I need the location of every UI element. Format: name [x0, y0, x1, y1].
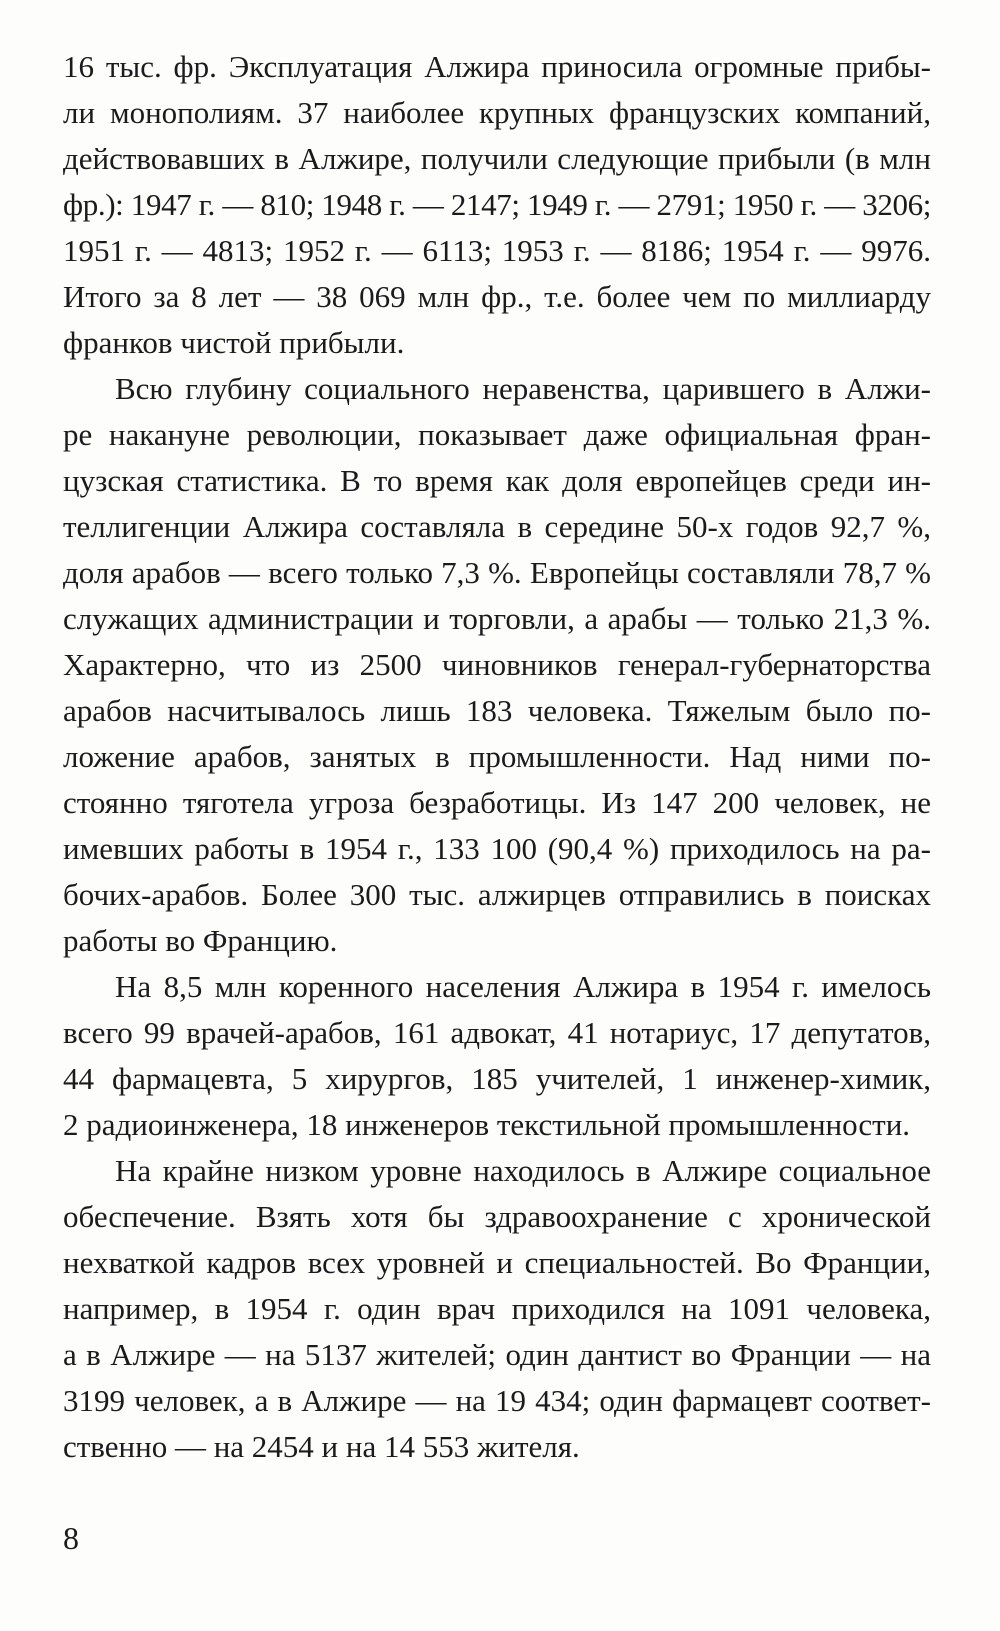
text-line: 3199 человек, а в Алжире — на 19 434; один фармацевт соответ- — [63, 1383, 931, 1418]
text-line: фр.): 1947 г. — 810; 1948 г. — 2147; 1949 г. — 2791; 1950 г. — 3206; — [63, 187, 931, 222]
text-line: ли монополиям. 37 наиболее крупных французских компаний, — [63, 95, 931, 130]
text-line: Всю глубину социального неравенства, царившего в Алжи- — [115, 371, 931, 406]
text-line: франков чистой прибыли. — [63, 325, 405, 360]
text-line: обеспечение. Взять хотя бы здравоохранение с хронической — [63, 1199, 931, 1234]
text-line: нехваткой кадров всех уровней и специальностей. Во Франции, — [63, 1245, 931, 1280]
text-line: служащих администрации и торговли, а арабы — только 21,3 %. — [63, 601, 931, 636]
text-line: На 8,5 млн коренного населения Алжира в 1954 г. имелось — [115, 969, 931, 1004]
text-line: Характерно, что из 2500 чиновников генерал-губернаторства — [63, 647, 931, 682]
text-line: 1951 г. — 4813; 1952 г. — 6113; 1953 г. — 8186; 1954 г. — 9976. — [63, 233, 931, 268]
text-line: Итого за 8 лет — 38 069 млн фр., т.е. более чем по миллиарду — [63, 279, 931, 314]
text-line: ре накануне революции, показывает даже официальная фран- — [63, 417, 931, 452]
text-line: ственно — на 2454 и на 14 553 жителя. — [63, 1429, 580, 1464]
text-line: работы во Францию. — [63, 923, 338, 958]
text-line: арабов насчитывалось лишь 183 человека. Тяжелым было по- — [63, 693, 931, 728]
text-line: 2 радиоинженера, 18 инженеров текстильной промышленности. — [63, 1107, 911, 1142]
text-line: 44 фармацевта, 5 хирургов, 185 учителей, 1 инженер-химик, — [63, 1061, 931, 1096]
text-line: действовавших в Алжире, получили следующие прибыли (в млн — [63, 141, 931, 176]
text-line: а в Алжире — на 5137 жителей; один дантист во Франции — на — [63, 1337, 931, 1372]
text-line: цузская статистика. В то время как доля европейцев среди ин- — [63, 463, 931, 498]
text-line: бочих-арабов. Более 300 тыс. алжирцев отправились в поисках — [63, 877, 931, 912]
text-line: 16 тыс. фр. Эксплуатация Алжира приносила огромные прибы- — [63, 49, 931, 84]
text-line: всего 99 врачей-арабов, 161 адвокат, 41 нотариус, 17 депутатов, — [63, 1015, 931, 1050]
text-line: теллигенции Алжира составляла в середине 50-х годов 92,7 %, — [63, 509, 931, 544]
text-line: например, в 1954 г. один врач приходился на 1091 человека, — [63, 1291, 931, 1326]
text-line: ложение арабов, занятых в промышленности. Над ними по- — [63, 739, 931, 774]
body-text — [63, 44, 931, 1470]
page-number: 8 — [63, 1520, 79, 1556]
text-line: На крайне низком уровне находилось в Алжире социальное — [115, 1153, 931, 1188]
text-line: имевших работы в 1954 г., 133 100 (90,4 %) приходилось на ра- — [63, 831, 931, 866]
text-line: доля арабов — всего только 7,3 %. Европейцы составляли 78,7 % — [63, 555, 931, 590]
text-line: стоянно тяготела угроза безработицы. Из 147 200 человек, не — [63, 785, 931, 820]
